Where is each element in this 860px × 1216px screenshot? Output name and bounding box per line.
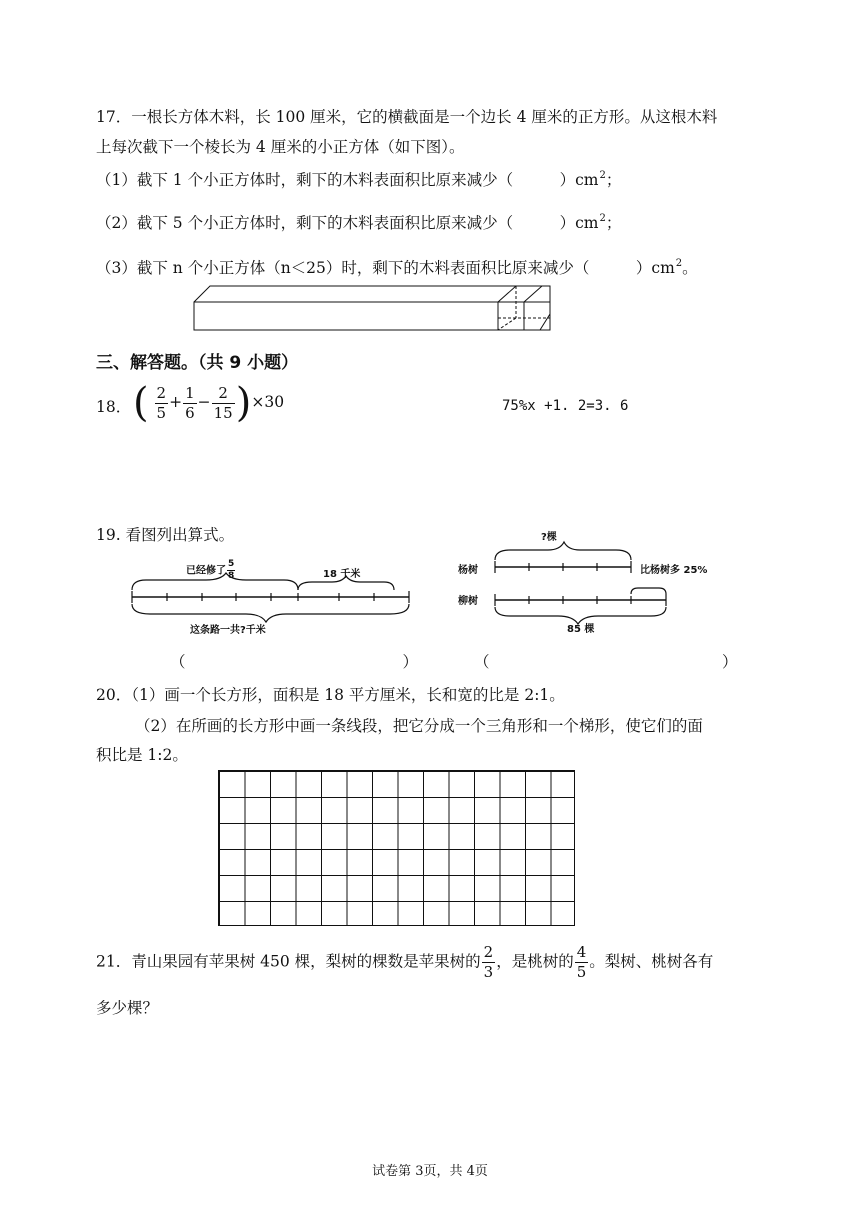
q17-sub2-sup: 2: [599, 213, 606, 224]
q18-num: 18．: [96, 398, 132, 416]
d1-frac: $\frac{5}{8}$: [228, 559, 235, 581]
d1-top-brace-left: [132, 573, 298, 590]
d1-bottom-brace: [132, 604, 409, 622]
cube-1: [498, 302, 524, 330]
diagram-road: [126, 570, 416, 628]
q18-expression: [133, 380, 285, 426]
q17-sub3-sup: 2: [675, 258, 683, 269]
q17-sub1-end: ；: [605, 171, 622, 189]
d2-top-brace: [495, 542, 631, 560]
q18-times-30: ×30: [251, 393, 285, 411]
q21-frac-2: $\frac{4}{5}$: [576, 943, 587, 981]
d1-right-label: 18 千米: [323, 569, 361, 580]
q18-frac-3: $\frac{2}{15}$: [213, 383, 233, 422]
d1-top-text: 已经修了: [186, 565, 226, 577]
q17-line2: 上每次截下一个棱长为 4 厘米的小正方体（如下图）。: [96, 138, 465, 156]
left-paren: (: [133, 380, 149, 426]
q21-text-mid: ，是桃树的: [496, 952, 574, 971]
section-3-title: 三、解答题。（共 9 小题）: [96, 353, 299, 373]
q19-answer-left: （ ）: [170, 653, 419, 671]
wood-edge: [498, 286, 516, 302]
q18-equation: 75%x +1. 2=3. 6: [502, 398, 629, 414]
q17-sub2-end: ；: [605, 214, 622, 232]
d2-yang-label: 杨树: [458, 565, 478, 576]
q17-sub3-end: 。: [682, 259, 698, 277]
d2-bottom-label: 85 棵: [567, 624, 595, 635]
right-paren: ): [235, 380, 252, 426]
q21-text-pre: 21．青山果园有苹果树 450 棵，梨树的棵数是苹果树的: [96, 952, 481, 971]
q18-frac-2: $\frac{1}{6}$: [185, 383, 195, 422]
d2-extra-brace: [631, 588, 666, 594]
q20-line3: 积比是 1:2。: [96, 746, 188, 764]
cube-2: [524, 302, 550, 330]
q17-sub2-text: （2）截下 5 个小正方体时，剩下的木料表面积比原来减少（ ）cm: [96, 214, 599, 232]
q18-op-minus: −: [197, 393, 211, 411]
q17-line1: 17．一根长方体木料，长 100 厘米，它的横截面是一个边长 4 厘米的正方形。从这根木料: [96, 108, 718, 126]
q18-frac-1: $\frac{2}{5}$: [156, 383, 167, 422]
q17-sub1-text: （1）截下 1 个小正方体时，剩下的木料表面积比原来减少（ ）cm: [96, 171, 599, 189]
q21-frac-1: $\frac{2}{3}$: [483, 943, 494, 981]
q21-line1: [96, 945, 713, 980]
q21-line2: 多少棵？: [96, 999, 159, 1017]
d2-right-label: 比杨树多 25%: [640, 565, 708, 576]
wood-front-face: [194, 302, 498, 330]
q17-sub2: [96, 211, 621, 233]
d2-top-label: ?棵: [541, 532, 557, 543]
d1-top-brace-right: [298, 576, 394, 590]
q20-line2: （2）在所画的长方形中画一条线段，把它分成一个三角形和一个梯形，使它们的面: [135, 717, 703, 735]
q17-sub1: [96, 168, 621, 190]
d2-liu-label: 柳树: [458, 596, 478, 607]
q17-sub3-text: （3）截下 n 个小正方体（n＜25）时，剩下的木料表面积比原来减少（ ）cm: [96, 259, 675, 277]
cube-1-edge: [524, 286, 542, 302]
q20-line1: 20．（1）画一个长方形，面积是 18 平方厘米，长和宽的比是 2:1。: [96, 686, 565, 704]
q17-sub1-sup: 2: [599, 170, 606, 181]
wood-top-right: [194, 286, 550, 330]
hidden-edge-3: [498, 318, 516, 330]
q18-op-plus: +: [169, 393, 183, 411]
q19-answer-right: （ ）: [474, 653, 738, 671]
d1-bottom-label: 这条路一共?千米: [190, 625, 266, 636]
q17-sub3: [96, 256, 698, 278]
page-footer: 试卷第 3页，共 4页: [372, 1164, 488, 1179]
drawing-grid[interactable]: [218, 770, 575, 926]
q21-text-post: 。梨树、桃树各有: [589, 952, 714, 971]
wood-block-figure: [190, 282, 560, 334]
q19-prompt: 19. 看图列出算式。: [96, 526, 235, 544]
